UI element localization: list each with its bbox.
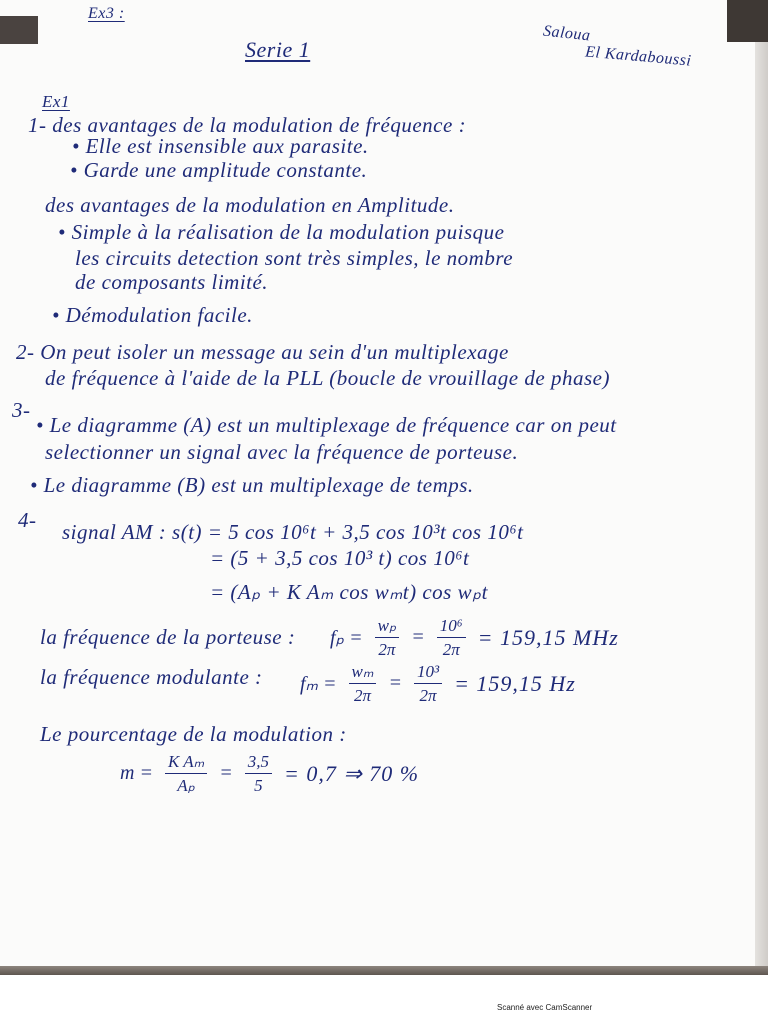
q1-am-intro: des avantages de la modulation en Amplitude. [45,193,455,217]
modulation-percentage-formula [120,752,419,795]
q1-am-point: • Simple à la réalisation de la modulation puisque [58,220,505,244]
scanner-watermark: Scanné avec CamScanner [497,1003,593,1012]
fraction-numerator: K Aₘ [165,752,207,774]
modulation-percentage-label: Le pourcentage de la modulation : [40,722,347,746]
formula-symbol: fₚ = [330,627,363,649]
author-first-name: Saloua [542,22,592,45]
corner-note: Ex3 : [88,5,125,22]
fraction-denominator: 2π [378,640,396,659]
fraction-numerator: wₚ [375,616,400,638]
carrier-frequency-label: la fréquence de la porteuse : [40,625,296,649]
equals-sign: = [411,626,425,648]
formula-symbol: m = [120,762,153,784]
q3-line: • Le diagramme (A) est un multiplexage de fréquence car on peut [36,413,617,437]
fraction [375,616,400,659]
formula-result: = 159,15 MHz [477,624,619,650]
carrier-frequency-formula [330,616,619,659]
q2-line: de fréquence à l'aide de la PLL (boucle de vrouillage de phase) [45,366,610,390]
formula-result: = 159,15 Hz [454,670,576,696]
scan-corner-shadow [0,16,38,44]
fraction [349,662,377,705]
q1-fm-point: • Elle est insensible aux parasite. [72,134,369,158]
q3-label: 3- [12,398,31,422]
fraction-denominator: 2π [419,686,437,705]
paper-edge-shadow [0,966,768,975]
q3-line: • Le diagramme (B) est un multiplexage de temps. [30,473,474,497]
fraction-numerator: wₘ [349,662,377,684]
formula-result: = 0,7 ⇒ 70 % [283,760,420,786]
q4-equation: = (5 + 3,5 cos 10³ t) cos 10⁶t [210,546,470,570]
equals-sign: = [219,762,233,784]
fraction-numerator: 10³ [414,662,442,684]
q1-intro: 1- des avantages de la modulation de fréquence : [28,113,467,137]
q1-am-point: de composants limité. [75,270,269,294]
q4-label: 4- [18,508,37,532]
q1-am-point: • Démodulation facile. [52,303,253,327]
fraction [165,752,207,795]
exercise-label: Ex1 [42,92,70,111]
q4-equation: = (Aₚ + K Aₘ cos wₘt) cos wₚt [210,580,488,604]
fraction-denominator: 5 [254,776,263,795]
fraction [414,662,442,705]
modulating-frequency-label: la fréquence modulante : [40,665,263,689]
q4-signal-line: signal AM : s(t) = 5 cos 10⁶t + 3,5 cos 10³t cos 10⁶t [62,520,524,544]
fraction-denominator: 2π [353,686,371,705]
scan-corner-shadow [727,0,768,42]
paper-edge-shadow [755,42,768,966]
fraction [437,616,466,659]
fraction-numerator: 3,5 [245,752,272,774]
fraction-denominator: Aₚ [177,776,195,795]
q3-line: selectionner un signal avec la fréquence de porteuse. [45,440,519,464]
author-last-name: El Kardaboussi [584,43,693,70]
modulating-frequency-formula [300,662,576,705]
page-title: Serie 1 [245,37,311,62]
fraction-denominator: 2π [442,640,460,659]
equals-sign: = [388,672,402,694]
q1-am-point: les circuits detection sont très simples, le nombre [75,246,514,270]
fraction-numerator: 10⁶ [437,616,466,638]
fraction [245,752,272,795]
q2-line: 2- On peut isoler un message au sein d'un multiplexage [16,340,509,364]
formula-symbol: fₘ = [300,673,337,695]
q1-fm-point: • Garde une amplitude constante. [70,158,368,182]
